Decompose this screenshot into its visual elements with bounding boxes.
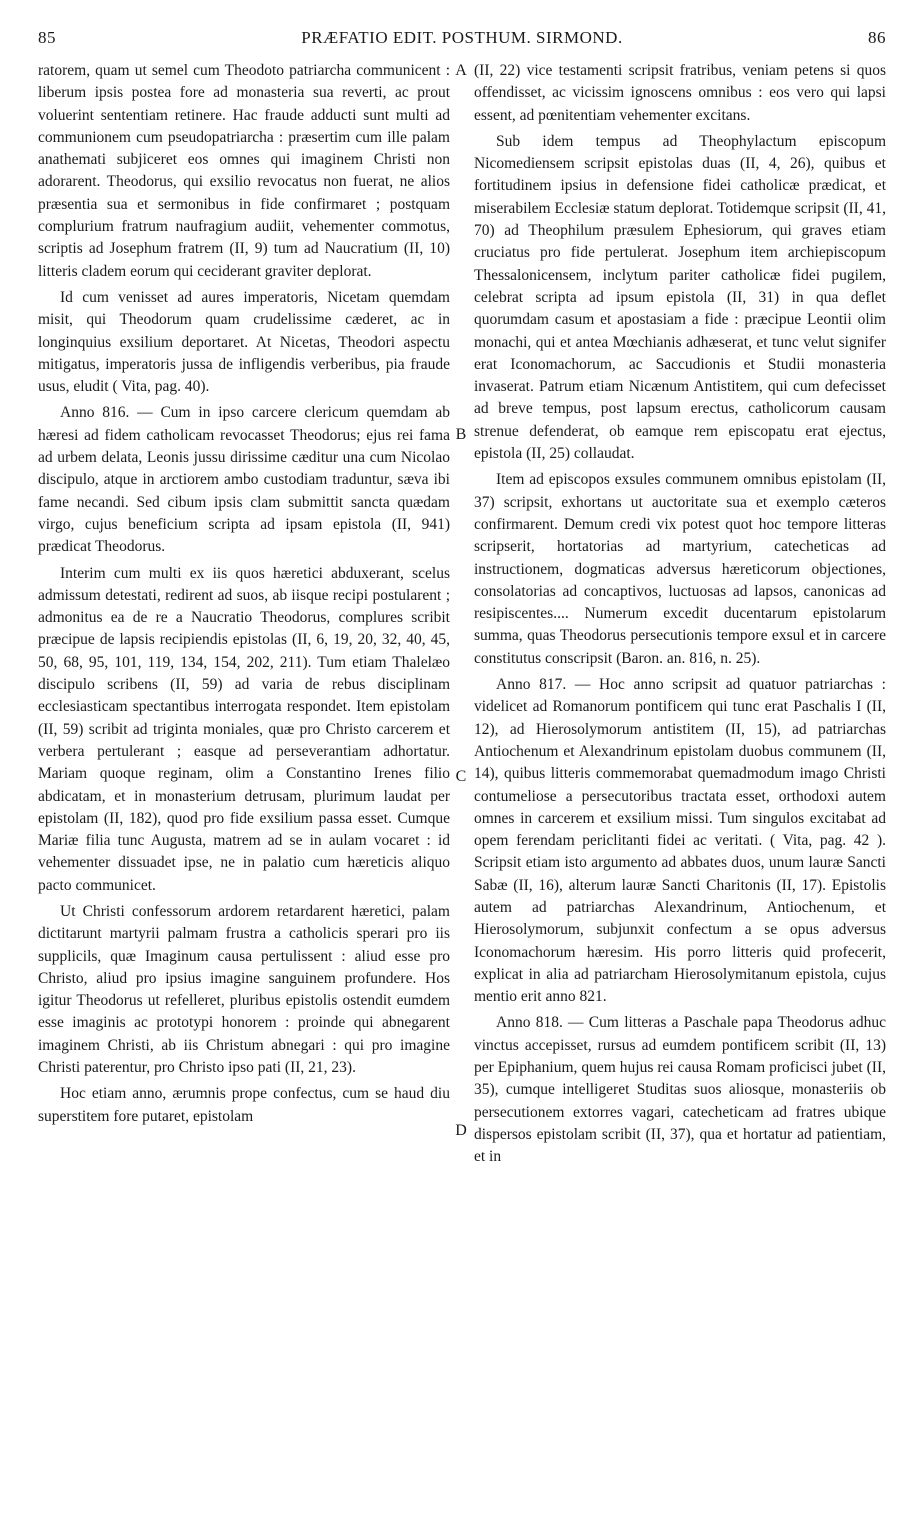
column-marker-d: D [455, 1122, 467, 1139]
paragraph: Sub idem tempus ad Theophylactum episcopum Nicomediensem scripsit epistolas duas (II, 4, 26), quibus et fortitudinem ipsius in defensione fidei catholicæ prædicat, et miserabilem Ecclesiæ statum deplorat. Totidemque scripsit (II, 41, 70) ad Theophilum præsulem Ephesiorum, qui graves etiam cruciatus pro fide pertulerat. Josephum item archiepiscopum Thessalonicensem, inclytum pariter catholicæ fidei pugilem, celebrat scripta ad ipsum epistola (II, 31) in qua deflet quorumdam casum et apostasiam a fide : præcipue Leontii olim monachi, qui et antea Mœchianis adhæserat, et tunc velut signifer erat Iconomachorum, ac Saccudionis et Studii monasteria invaserat. Patrum etiam Nicænum Antistitem, qui cum defecisset ad breve tempus, post lapsum erectus, catholicorum causam strenue defenderat, ob eamque rem episcopatu erat ejectus, epistola (II, 25) collaudat. [474, 132, 886, 463]
paragraph: Anno 818. — Cum litteras a Paschale papa Theodorus adhuc vinctus accepisset, rursus ad eumdem pontificem scribit (II, 13) per Epiphanium, quem hujus rei causa Romam proficisci jubet (II, 35), cumque intelligeret Studitas suos aliosque, monasteriis ob persecutionem extorres vagari, catecheticam ad fratres ubique dispersos epistolam scribit (II, 37), qua et hortatur ad patientiam, et in [474, 1014, 886, 1166]
paragraph: Anno 817. — Hoc anno scripsit ad quatuor patriarchas : videlicet ad Romanorum pontificem qui tunc erat Paschalis I (II, 12), ad Hierosolymorum antistitem (II, 15), ad patriarchas Antiochenum et Alexandrinum epistolam duobus communem (II, 14), quibus litteris commemorabat quemadmodum imago Christi contumeliose a persecutoribus tractata esset, orthodoxi autem omnes in carcerem et exsilium missi. Tum singulos excitabat ad opem ferendam periclitanti fidei ac veritati. ( Vita, pag. 42 ). Scripsit etiam isto argumento ad abbates duos, unum lauræ Sancti Sabæ (II, 16), alterum lauræ Sancti Charitonis (II, 17). Epistolis autem ad patriarchas Alexandrinum, Antiochenum, et Hierosolymorum, subjunxit confectum a se opus adversus Iconomachorum hæresim. His porro litteris quid profecerit, explicat in alia ad patriarcham Hierosolymitanum epistola, cujus mentio erit anno 821. [474, 676, 886, 1006]
right-column [474, 60, 886, 1173]
paragraph: Ut Christi confessorum ardorem retardarent hæretici, palam dictitarunt martyrii palmam frustra a catholicis sperari pro iis supplicils, quæ Imaginum causa pertulissent : aliud esse pro Christo, aliud pro ipsius imagine sanguinem profundere. Hos igitur Theodorus ut refelleret, pluribus epistolis ostendit eumdem esse imaginis ac prototypi honorem : proinde qui abnegarent imaginem Christi, ab iis Christum abnegari : qui pro imagine Christi paterentur, pro Christo ipso pati (II, 21, 23). [38, 902, 450, 1077]
paragraph: Hoc etiam anno, ærumnis prope confectus, cum se haud diu superstitem fore putaret, epistolam [38, 1085, 450, 1125]
paragraph: Anno 816. — Cum in ipso carcere clericum quemdam ab hæresi ad fidem catholicam revocasset Theodorus; ejus rei fama ad urbem delata, Leonis jussu dirissime cæditur una cum Nicolao discipulo, atque in arctiorem ambo custodiam traduntur, sæva ibi fame necandi. Sed cibum ipsis clam submittit sancta quædam virgo, cujus beneficium scripta ad ipsam epistola (II, 941) prædicat Theodorus. [38, 404, 450, 556]
page-number-left: 85 [38, 28, 56, 47]
paragraph: Id cum venisset ad aures imperatoris, Nicetam quemdam misit, qui Theodorum quam crudelissime cæderet, ac in longinquius exsilium deportaret. At Nicetas, Theodori aspectu mitigatus, imperatoris jussa de infligendis verberibus, pia fraude usus, eludit ( Vita, pag. 40). [38, 288, 450, 396]
page-number-right: 86 [868, 28, 886, 47]
running-header [38, 28, 886, 54]
paragraph: (II, 22) vice testamenti scripsit fratribus, veniam petens si quos offendisset, ac vicissim ignoscens omnibus : eos vero qui lapsi essent, ad pœnitentiam vehementer excitans. [474, 62, 886, 124]
column-marker-b: B [455, 426, 467, 443]
paragraph: ratorem, quam ut semel cum Theodoto patriarcha communicent : liberum ipsis postea fore ad monasteria sua reverti, ac prout voluerint sententiam retinere. Hac fraude adducti sunt multi ad communionem cum pseudopatriarcha : præsertim cum ille palam anathemati subjiceret eos omnes qui imaginem Christi non adorarent. Theodorus, qui exsilio revocatus non fuerat, ne alios præsentia sua et sermonibus in fide confirmaret ; postquam complurium fratrum naufragium audiit, vehementer commotus, scriptis ad Josephum fratrem (II, 9) tum ad Naucratium (II, 10) litteris cladem eorum qui ceciderant graviter deplorat. [38, 62, 450, 280]
paragraph: Interim cum multi ex iis quos hæretici abduxerant, scelus admissum detestati, redirent ad suos, ab iisque recipi postularent ; admonitus ea de re a Naucratio Theodorus, complures scribit præcipue de lapsis recipiendis epistolas (II, 6, 19, 20, 32, 40, 45, 50, 68, 95, 101, 119, 134, 154, 202, 211). Tum etiam Thalelæo discipulo scribens (II, 59) ad varia de rebus disciplinam ecclesiasticam spectantibus interrogata respondet. Item epistolam (II, 59) scribit ad triginta moniales, quæ pro Christo carcerem et verbera pertulerant ; easque ad perseverantiam adhortatur. Mariam quoque reginam, olim a Constantino Irenes filio abdicatam, et in monasterium detrusam, plurimum laudat per epistolam (II, 182), quod pro fide exsilium passa esset. Cumque Mariæ filia tunc Augusta, matrem ad se in aulam vocaret : id vehementer dissuadet ipse, ne in palatio cum hæreticis aliquo pacto communicet. [38, 564, 450, 894]
running-title: PRÆFATIO EDIT. POSTHUM. SIRMOND. [301, 28, 623, 47]
column-marker-c: C [455, 768, 467, 785]
column-marker-a: A [455, 62, 467, 79]
left-column [38, 60, 450, 1132]
paragraph: Item ad episcopos exsules communem omnibus epistolam (II, 37) scripsit, exhortans ut auctoritate sua et exemplo cæteros confirmarent. Demum credi vix potest quot hoc tempore litteras scripserit, hortatorias ad martyrium, catecheticas ad instructionem, dogmaticas adversus hæreticorum objectiones, consolatorias ad concaptivos, luctuosas ad lapsos, canonicas ad resipiscentes.... Numerum excedit ducentarum epistolarum summa, quas Theodorus persecutionis tempore exsul et in carcere constitutus conscripsit (Baron. an. 816, n. 25). [474, 471, 886, 667]
